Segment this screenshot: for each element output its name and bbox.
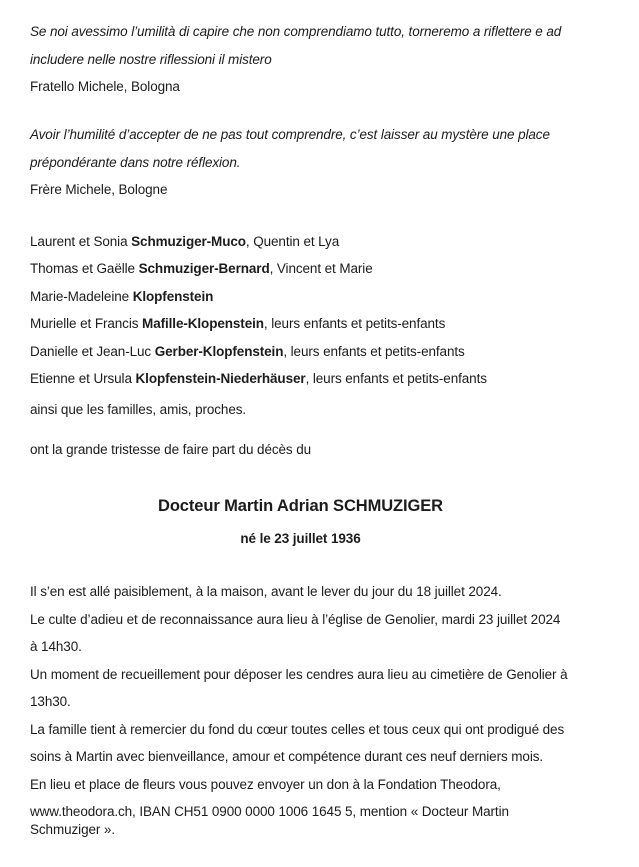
text-line [30,182,167,197]
text-line [30,722,564,737]
text-line [30,289,213,304]
family-surname-bold: Klopfenstein [132,289,214,304]
text-segment: Frère Michele, Bologne [30,182,168,197]
text-segment: Murielle et Francis [30,316,143,331]
text-segment: , leurs enfants et petits-enfants [305,371,487,386]
text-line [30,694,71,709]
text-line [30,402,246,417]
text-segment: , leurs enfants et petits-enfants [283,344,465,359]
text-line [30,667,568,682]
deceased-name-title [30,497,571,516]
text-line [30,822,115,837]
text-segment: Un moment de recueillement pour déposer les cendres aura lieu au cimetière de Genolier à [30,667,568,682]
text-line [30,639,82,654]
text-line [30,777,501,792]
family-surname-bold: Schmuziger-Muco [131,234,246,249]
text-line [30,127,550,142]
text-segment: includere nelle nostre riflessioni il mistero [30,52,272,67]
text-line [30,316,445,331]
text-segment: En lieu et place de fleurs vous pouvez envoyer un don à la Fondation Theodora, [30,777,501,792]
text-segment: Se noi avessimo l’umilità di capire che non comprendiamo tutto, torneremo a riflettere e ad [30,24,562,39]
text-segment: Etienne et Ursula [30,371,136,386]
text-segment: Il s’en est allé paisiblement, à la maison, avant le lever du jour du 18 juillet 2024. [30,584,502,599]
text-line [30,804,509,819]
text-segment: né le 23 juillet 1936 [240,531,361,546]
text-segment: Thomas et Gaëlle [30,261,139,276]
family-surname-bold: Schmuziger-Bernard [138,261,270,276]
text-segment: Schmuziger ». [30,822,115,837]
text-segment: Danielle et Jean-Luc [30,344,155,359]
family-surname-bold: Klopfenstein-Niederhäuser [135,371,306,386]
text-segment: www.theodora.ch, IBAN CH51 0900 0000 1006 1645 5, mention « Docteur Martin [30,804,509,819]
text-segment: , Vincent et Marie [269,261,373,276]
text-segment: Fratello Michele, Bologna [30,79,180,94]
text-line [30,371,487,386]
family-surname-bold: Mafille-Klopenstein [142,316,264,331]
text-segment: ont la grande tristesse de faire part du décès du [30,442,312,457]
family-surname-bold: Gerber-Klopfenstein [154,344,284,359]
text-segment: , leurs enfants et petits-enfants [263,316,446,331]
text-segment: Marie-Madeleine [30,289,133,304]
text-line [30,749,543,764]
text-segment: La famille tient à remercier du fond du cœur toutes celles et tous ceux qui ont prodigué des [30,722,565,737]
text-segment: à 14h30. [30,639,82,654]
text-line [30,442,311,457]
text-line [30,584,502,599]
text-segment: Docteur Martin Adrian SCHMUZIGER [158,497,443,515]
text-line [30,234,339,249]
text-line [30,52,272,67]
text-segment: Avoir l’humilité d’accepter de ne pas tout comprendre, c’est laisser au mystère une place [30,127,550,142]
text-line [30,24,561,39]
text-segment: 13h30. [30,694,71,709]
text-line [30,531,571,546]
text-line [30,344,465,359]
text-segment: ainsi que les familles, amis, proches. [30,402,247,417]
text-line [30,79,180,94]
text-segment: , Quentin et Lya [245,234,340,249]
text-segment: Le culte d’adieu et de reconnaissance aura lieu à l’église de Genolier, mardi 23 juillet 2024 [30,612,561,627]
text-segment: Laurent et Sonia [30,234,132,249]
text-segment: soins à Martin avec bienveillance, amour et compétence durant ces neuf derniers mois. [30,749,544,764]
text-line [30,612,560,627]
text-line [30,261,373,276]
text-segment: prépondérante dans notre réflexion. [30,155,241,170]
text-line [30,155,240,170]
